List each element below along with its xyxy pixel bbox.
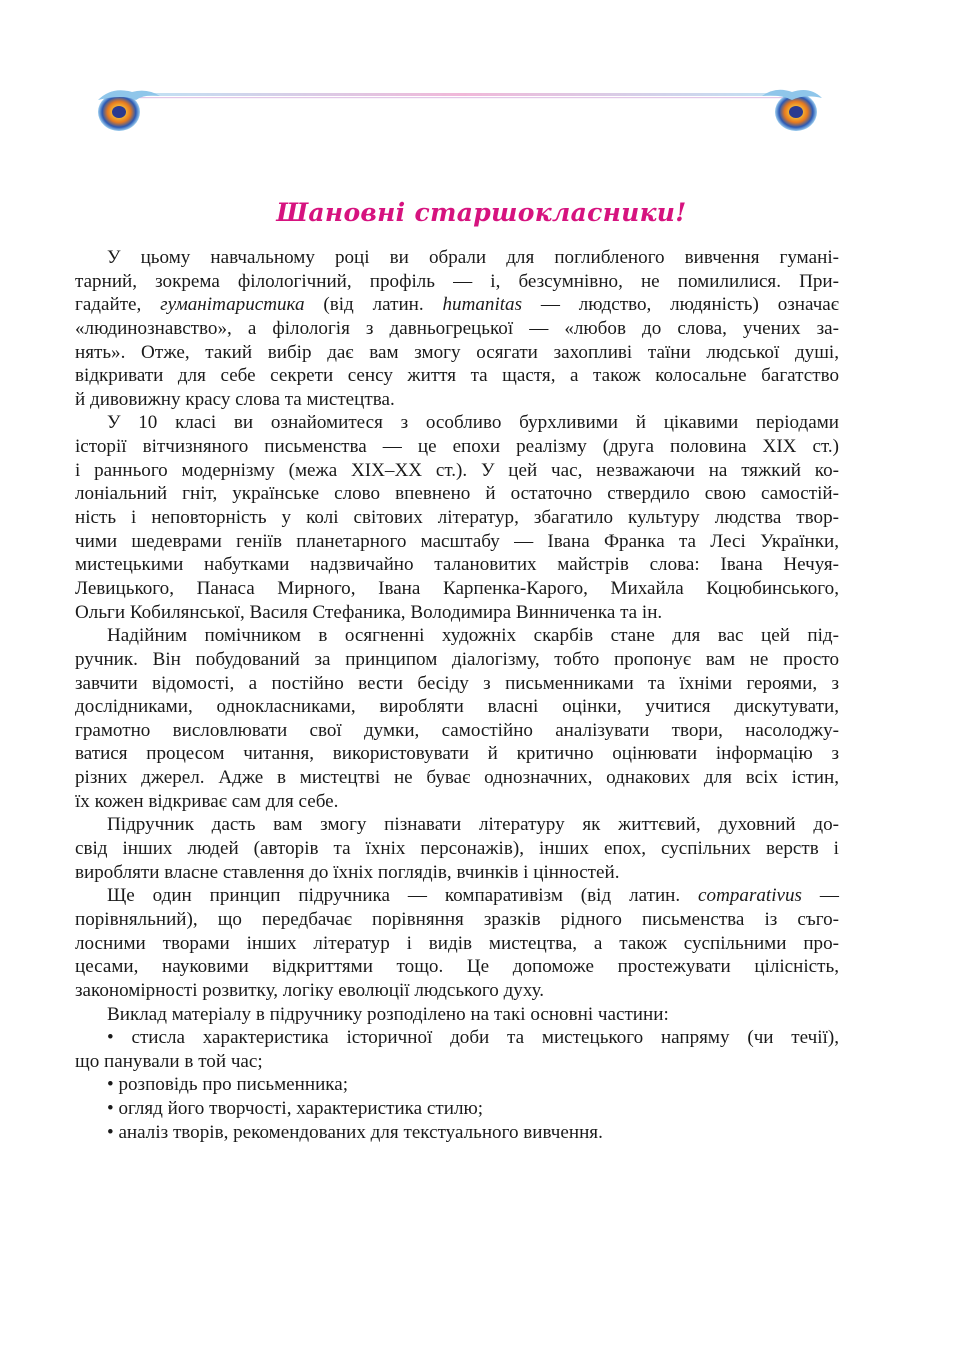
text-line: тарний, зокрема філологічний, профіль — і, безсумнівно, не помилилися. При- bbox=[75, 270, 839, 292]
text-line: ність і неповторність у колі світових літератур, збагатило культуру людства твор- bbox=[75, 507, 839, 529]
text-line: Виклад матеріалу в підручнику розподілено на такі основні частини: bbox=[107, 1003, 669, 1025]
text-line: і раннього модернізму (межа XIX–XX ст.). У цей час, незважаючи на тяжкий ко- bbox=[75, 459, 839, 481]
text-line: • розповідь про письменника; bbox=[107, 1074, 349, 1096]
text-line: ручник. Він побудований за принципом діалогізму, тобто пропонує вам не просто bbox=[75, 648, 839, 670]
text-line: лосними творами інших літератур і видів мистецтва, а також суспільними про- bbox=[75, 932, 839, 954]
text-line: історії вітчизняного письменства — це епохи реалізму (друга половина XIX ст.) bbox=[75, 436, 839, 458]
text-line: свід інших людей (авторів та їхніх персонажів), інших епох, суспільних верств і bbox=[75, 838, 839, 860]
text-line: Підручник дасть вам змогу пізнавати літературу як життєвий, духовний до- bbox=[107, 814, 839, 836]
text-line: «людинознавство», а філологія з давньогрецької — «любов до слова, учених за- bbox=[75, 317, 839, 339]
text-line: У 10 класі ви ознайомитеся з особливо бурхливими й цікавими періодами bbox=[107, 412, 839, 434]
text-line: мистецькими набутками надзвичайно талановитих майстрів слова: Івана Нечуя- bbox=[75, 554, 839, 576]
text-line: порівняльний), що передбачає порівняння зразків рідного письменства із съго- bbox=[75, 908, 839, 930]
text-line: їх кожен відкриває сам для себе. bbox=[75, 790, 339, 812]
page-heading: Шановні старшокласники! bbox=[276, 198, 687, 227]
text-line: нять». Отже, такий вибір дає вам змогу осягати захопливі таїни людської душі, bbox=[75, 341, 839, 363]
text-line: виробляти власне ставлення до їхніх поглядів, вчинків і цінностей. bbox=[75, 861, 620, 883]
text-line: гадайте, гуманітаристика (від латин. humanitas — людство, людяність) означає bbox=[75, 294, 839, 316]
text-line: У цьому навчальному році ви обрали для поглибленого вивчення гумані- bbox=[107, 247, 839, 268]
text-line: що панували в той час; bbox=[75, 1050, 263, 1072]
left-eye-ornament-icon bbox=[98, 90, 160, 131]
emphasis-term: comparativus bbox=[698, 885, 802, 907]
text-line: • стисла характеристика історичної доби та мистецького напряму (чи течії), bbox=[107, 1027, 839, 1049]
text-line: й дивовижну красу слова та мистецтва. bbox=[75, 388, 395, 410]
text-line: грамотно висловлювати свої думки, самостійно аналізувати твори, насолоджу- bbox=[75, 719, 839, 741]
text-line: • аналіз творів, рекомендованих для текстуального вивчення. bbox=[107, 1121, 603, 1143]
intro-text bbox=[75, 246, 839, 1144]
text-line: закономірності розвитку, логіку еволюції людського духу. bbox=[75, 979, 545, 1001]
text-line: дослідниками, однокласниками, виробляти власні оцінки, учитися дискутувати, bbox=[75, 696, 839, 718]
text-line: лоніальний гніт, українське слово впевнено й остаточно ствердило свою самостій- bbox=[75, 483, 839, 505]
text-line: чими шедеврами геніїв планетарного масштабу — Івана Франка та Лесі Українки, bbox=[75, 530, 839, 552]
text-line: цесами, науковими відкриттями тощо. Це допоможе простежувати цілісність, bbox=[75, 956, 839, 978]
text-line: ватися процесом читання, використовувати й критично оцінювати інформацію з bbox=[75, 743, 839, 765]
text-line: завчити відомості, а постійно вести бесіду з письменниками та їхніми героями, з bbox=[75, 672, 839, 694]
text-line: • огляд його творчості, характеристика стилю; bbox=[107, 1098, 484, 1120]
text-line: різних джерел. Адже в мистецтві не буває однозначних, однакових для всіх істин, bbox=[75, 767, 839, 789]
text-line: Левицького, Панаса Мирного, Івана Карпенка-Карого, Михайла Коцюбинського, bbox=[75, 577, 839, 599]
text-line: відкривати для себе секрети сенсу життя та щастя, а також колосальне багатство bbox=[75, 365, 839, 387]
text-line: Ольги Кобилянської, Василя Стефаника, Володимира Винниченка та ін. bbox=[75, 601, 663, 623]
header-ornament bbox=[92, 82, 830, 140]
text-line: Ще один принцип підручника — компаративізм (від латин. comparativus — bbox=[107, 885, 839, 907]
emphasis-term: гуманітаристика bbox=[160, 294, 305, 316]
emphasis-term: humanitas bbox=[442, 294, 523, 316]
text-line: Надійним помічником в осягненні художніх скарбів стане для вас цей під- bbox=[107, 625, 839, 647]
